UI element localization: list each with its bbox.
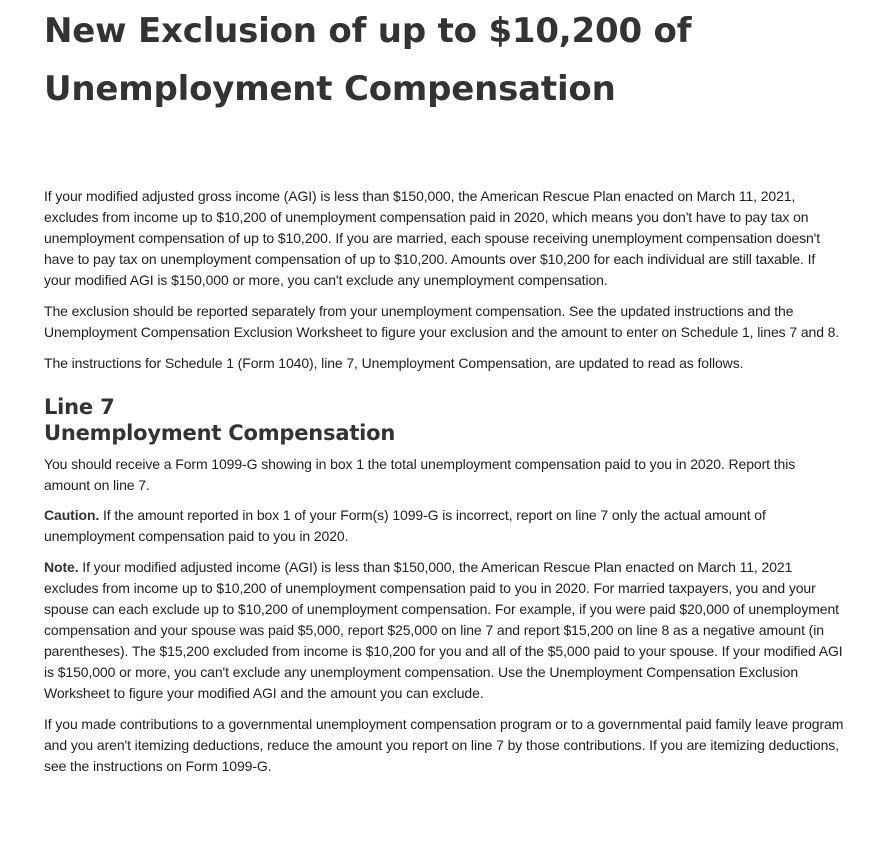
intro-paragraph-agi: If your modified adjusted gross income (AGI) is less than $150,000, the American Rescue Plan enacted on March 11, 2021, excludes from income up to $10,200 of unemployment compensation paid in 2020, which means you don't have to pay tax on unemployment compensation of up to $10,200. If you are married, each spouse receiving unemployment compensation doesn't have to pay tax on unemployment compensation of up to $10,200. Amounts over $10,200 for each individual are still taxable. If your modified AGI is $150,000 or more, you can't exclude any unemployment compensation. [44,188,821,288]
section-heading [44,394,844,446]
page-title: New Exclusion of up to $10,200 of Unemployment Compensation [44,11,692,109]
intro-paragraph-exclusion: The exclusion should be reported separately from your unemployment compensation. See the updated instructions and the Unemployment Compensation Exclusion Worksheet to figure your exclusion and the amount to enter on Schedule 1, lines 7 and 8. [44,303,840,340]
caution-paragraph [44,505,844,547]
note-paragraph [44,557,844,704]
document [44,0,844,777]
note-text: If your modified adjusted income (AGI) is less than $150,000, the American Rescue Plan enacted on March 11, 2021 excludes from income up to $10,200 of unemployment compensation paid to you in 2020. For married taxpayers, you and your spouse can each exclude up to $10,200 of unemployment compensation. For example, if you were paid $20,000 of unemployment compensation and your spouse was paid $5,000, report $25,000 on line 7 and report $15,200 on line 8 as a negative amount (in parentheses). The $15,200 excluded from income is $10,200 for you and all of the $5,000 paid to your spouse. If your modified AGI is $150,000 or more, you can't exclude any unemployment compensation. Use the Unemployment Compensation Exclusion Worksheet to figure your modified AGI and the amount you can exclude. [44,559,843,701]
caution-text: If the amount reported in box 1 of your Form(s) 1099-G is incorrect, report on line 7 only the actual amount of unemployment compensation paid to you in 2020. [44,507,766,544]
caution-label: Caution. [44,507,100,523]
line-label: Line 7 [44,395,115,419]
note-label: Note. [44,559,79,575]
section-subheading: Unemployment Compensation [44,421,396,445]
receive-form-paragraph: You should receive a Form 1099-G showing in box 1 the total unemployment compensation paid to you in 2020. Report this amount on line 7. [44,456,796,493]
contributions-paragraph: If you made contributions to a governmental unemployment compensation program or to a governmental paid family leave program and you aren't itemizing deductions, reduce the amount you report on line 7 by those contributions. If you are itemizing deductions, see the instructions on Form 1099-G. [44,716,844,774]
intro-paragraph-instructions: The instructions for Schedule 1 (Form 1040), line 7, Unemployment Compensation, are updated to read as follows. [44,355,744,371]
